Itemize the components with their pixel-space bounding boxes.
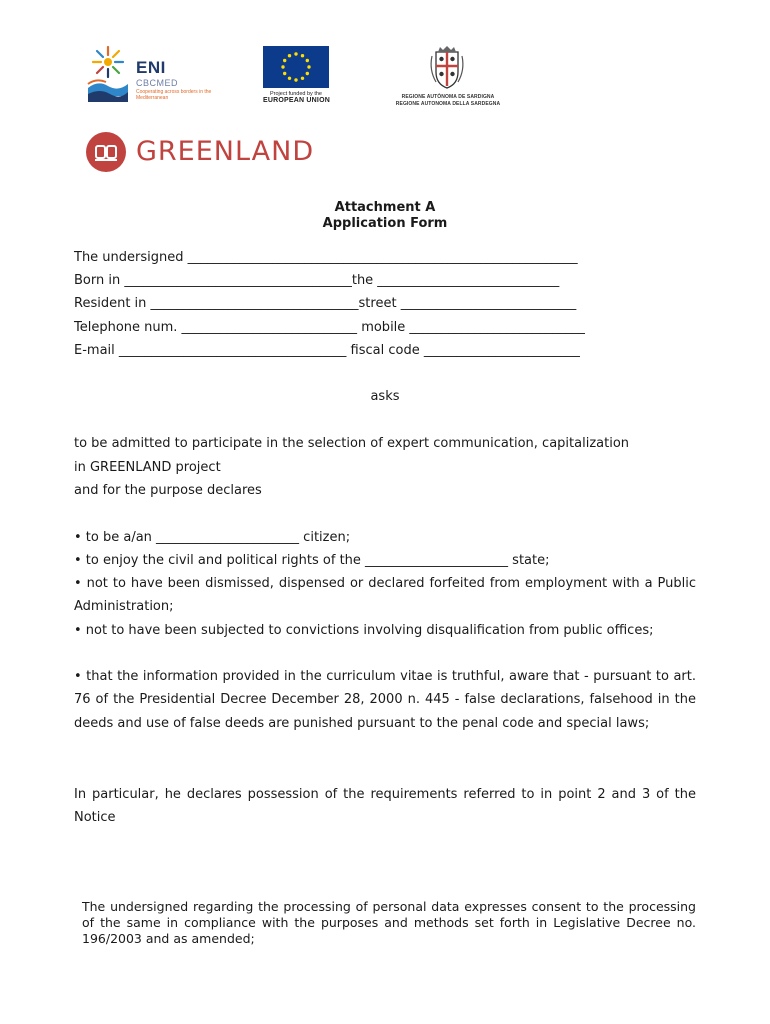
purpose-text: and for the purpose declares	[74, 483, 262, 498]
eu-flag-icon	[263, 46, 329, 88]
greenland-logo	[86, 132, 326, 174]
admission-text-2: in GREENLAND project	[74, 460, 221, 475]
field-undersigned[interactable]: The undersigned ____________________________________________________________	[74, 250, 578, 265]
header-logos	[86, 42, 526, 114]
bullet-civil-rights[interactable]: • to enjoy the civil and political rights of the ______________________ state;	[74, 553, 550, 568]
bullet-truthful-cv: • that the information provided in the curriculum vitae is truthful, aware that - pursuant to art. 76 of the Presidential Decree December 28, 2000 n. 445 - false declarations, falsehood in the deeds and use of false deeds are punished pursuant to the penal code and special laws;	[74, 669, 696, 731]
consent-statement: The undersigned regarding the processing of personal data expresses consent to the processing of the same in compliance with the purposes and methods set forth in Legislative Decree no. 196/2003 and as amended;	[82, 899, 696, 946]
eni-cbcmed-logo	[86, 42, 216, 112]
eni-tagline: Cooperating across borders in the Mediterranean	[136, 89, 212, 101]
eni-sun-icon	[86, 44, 130, 106]
asks-label: asks	[370, 389, 400, 404]
greenland-wordmark: GREENLAND	[136, 136, 315, 167]
sardegna-caption-1: REGIONE AUTÒNOMA DE SARDIGNA	[401, 94, 495, 100]
eni-title: ENI	[136, 58, 166, 77]
attachment-title: Attachment A	[334, 200, 436, 215]
field-email[interactable]: E-mail ___________________________________ fiscal code ________________________	[74, 343, 580, 358]
bullet-citizen[interactable]: • to be a/an ______________________ citizen;	[74, 530, 351, 545]
greenland-badge-icon	[86, 132, 126, 172]
eni-subtitle: CBCMED	[136, 78, 179, 88]
sardegna-crest-icon	[428, 46, 466, 90]
field-born-in[interactable]: Born in ___________________________________the ____________________________	[74, 273, 560, 288]
eu-caption-funded: Project funded by the	[270, 91, 322, 97]
field-telephone[interactable]: Telephone num. ___________________________ mobile ___________________________	[74, 320, 585, 335]
particular-declaration: In particular, he declares possession of the requirements referred to in point 2 and 3 of the Notice	[74, 787, 696, 826]
admission-text-1: to be admitted to participate in the selection of expert communication, capitalization	[74, 436, 630, 451]
form-title: Application Form	[322, 216, 448, 231]
bullet-no-convictions: • not to have been subjected to convictions involving disqualification from public offices;	[74, 623, 654, 638]
eu-caption-union: EUROPEAN UNION	[263, 97, 330, 104]
field-resident-in[interactable]: Resident in ________________________________street ___________________________	[74, 296, 577, 311]
eu-logo	[263, 46, 329, 112]
bullet-not-dismissed: • not to have been dismissed, dispensed or declared forfeited from employment with a Public Administration;	[74, 576, 696, 615]
sardegna-logo	[388, 42, 508, 112]
sardegna-caption-2: REGIONE AUTONOMA DELLA SARDEGNA	[395, 101, 501, 107]
